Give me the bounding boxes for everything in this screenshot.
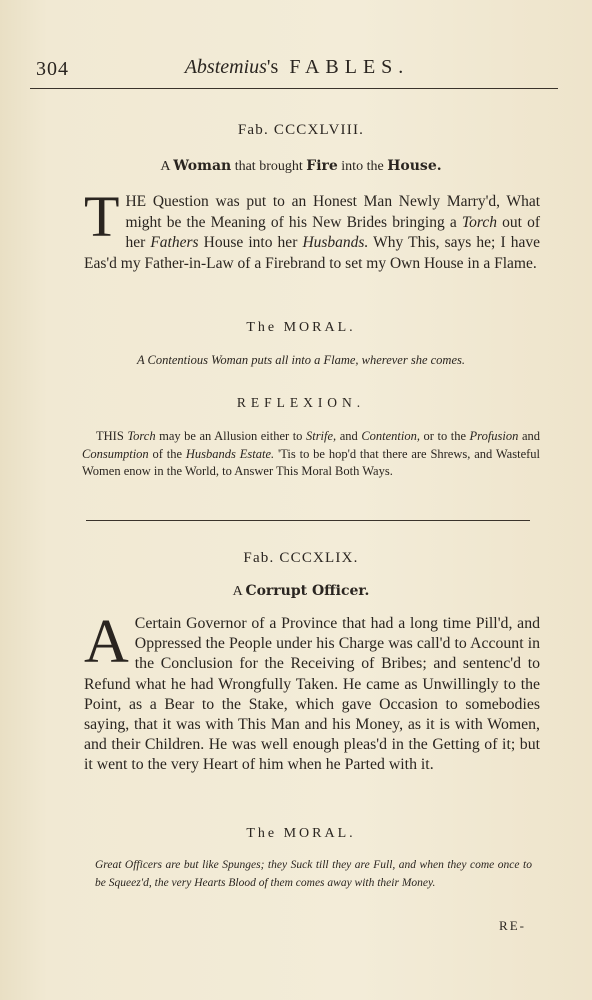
running-title-suffix: 's: [266, 56, 279, 78]
reflexion-text: [82, 428, 540, 481]
text-run: Contention,: [361, 429, 420, 443]
text-run: Husbands Estate.: [185, 446, 275, 461]
title-word: that brought: [234, 159, 303, 174]
text-run: may be an Allusion either to: [155, 429, 306, 443]
title-word: House.: [387, 158, 442, 174]
catchword: RE-: [499, 918, 526, 933]
title-word: into the: [341, 159, 384, 174]
moral-heading: The MORAL.: [246, 320, 356, 335]
text-run: or to the: [420, 429, 470, 443]
title-word: Fire: [306, 158, 338, 174]
text-run: Husbands.: [302, 234, 369, 251]
title-word: Woman: [173, 158, 232, 174]
fable-title: [80, 158, 522, 175]
fable-text: [84, 184, 540, 274]
text-run: HE Question was put to an Honest Man Newly Marry'd, What might be the Meaning of his New Brides bringing a: [125, 193, 540, 231]
running-title-author: Abstemius: [184, 56, 267, 78]
text-run: Profusion: [469, 429, 519, 443]
section-rule: [86, 520, 530, 521]
fable-title: [80, 583, 522, 600]
reflexion-heading: REFLEXION.: [236, 395, 366, 410]
drop-cap: A: [84, 608, 129, 676]
drop-cap: T: [84, 184, 120, 249]
text-run: Consumption: [82, 446, 149, 461]
text-run: and: [518, 429, 540, 443]
text-run: Strife,: [305, 429, 337, 443]
title-article: A: [232, 584, 242, 599]
text-run: Why This, says he; I have Eas'd my Father-in-Law of a Firebrand to set my Own House in a Flame.: [84, 234, 540, 272]
text-run: and: [336, 429, 362, 443]
text-run: of the: [148, 446, 186, 461]
moral-heading: The MORAL.: [246, 826, 356, 841]
fable-number: Fab. CCCXLVIII.: [237, 122, 365, 138]
text-run: Torch: [461, 213, 497, 231]
running-header: [36, 56, 558, 86]
moral-text: A Contentious Woman puts all into a Flame, wherever she comes.: [137, 353, 465, 367]
text-run: out of her: [125, 213, 540, 251]
fable-number: Fab. CCCXLIX.: [243, 550, 359, 566]
fable-text: [84, 608, 540, 776]
moral-text: Great Officers are but like Spunges; they Suck till they are Full, and when they come once to be Squeez'd, the very Hearts Blood of them comes away with their Money.: [95, 859, 532, 889]
text-run: THIS: [96, 429, 128, 443]
text-run: 'Tis to be hop'd that there are Shrews, and Wasteful Women enow in the World, to Answer This Moral Both Ways.: [82, 446, 541, 478]
text-run: Fathers: [150, 234, 199, 251]
text-run: House into her: [198, 234, 303, 251]
title-word: Corrupt Officer.: [245, 583, 370, 599]
header-rule: [30, 88, 558, 89]
text-run: Torch: [127, 429, 156, 443]
title-article: A: [160, 159, 170, 174]
text-run: Certain Governor of a Province that had a long time Pill'd, and Oppressed the People under his Charge was call'd to Account in the Conclusion for the Receiving of Bribes; and sentenc'd to Refund what he had Wrongfully Taken. He came as Unwillingly to the Point, as a Bear to the Stake, which gave Occasion to somebodies saying, that it was with This Man and his Money, as it is with Women, and their Children. He was well enough pleas'd in the Getting of it; but it went to the very Heart of him when he Parted with it.: [84, 615, 540, 774]
page-number: 304: [36, 58, 69, 80]
running-title: [36, 56, 558, 79]
running-title-section: FABLES.: [289, 56, 410, 78]
